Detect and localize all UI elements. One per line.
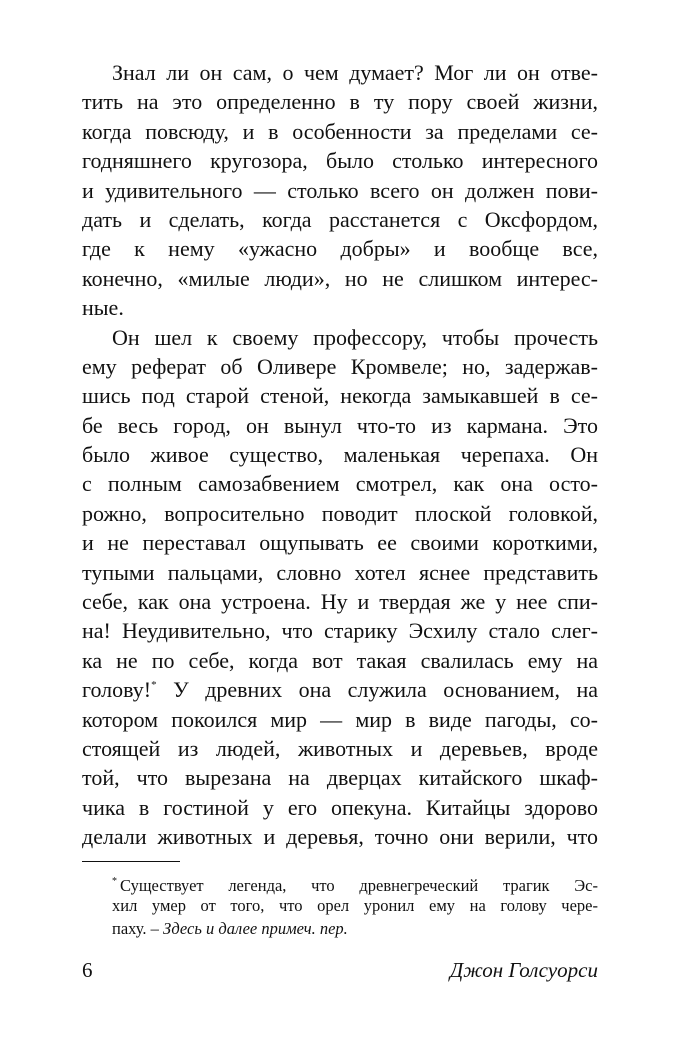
text-line: с полным самозабвением смотрел, как она осто- xyxy=(82,471,598,497)
page-number: 6 xyxy=(82,958,93,982)
text-line: рожно, вопросительно поводит плоской головкой, xyxy=(82,500,598,526)
text-line: котором покоился мир — мир в виде пагоды, со- xyxy=(82,706,598,732)
text-line: чика в гостиной у его опекуна. Китайцы здорово xyxy=(82,794,598,820)
footnote-line xyxy=(112,917,598,941)
footnote-text: паху. – xyxy=(112,919,163,938)
translator-note: Здесь и далее примеч. пер. xyxy=(163,919,348,938)
text-line: ка не по себе, когда вот такая свалилась ему на xyxy=(82,647,598,673)
text-line: было живое существо, маленькая черепаха. Он xyxy=(82,442,598,468)
body-text xyxy=(82,58,598,852)
text-line: Он шел к своему профессору, чтобы прочесть xyxy=(112,324,598,350)
text-line: и не переставал ощупывать ее своими короткими, xyxy=(82,530,598,556)
footnote xyxy=(112,870,598,941)
text-fragment: голову! xyxy=(82,677,152,703)
text-line: себе, как она устроена. Ну и твердая же у нее спи- xyxy=(82,589,598,615)
footnote-line xyxy=(112,870,598,894)
text-line: когда повсюду, и в особенности за пределами се- xyxy=(82,118,598,144)
footnote-text: Существует легенда, что древнегреческий трагик Эс- xyxy=(120,876,598,895)
footnote-marker: * xyxy=(112,876,117,887)
footnote-line: хил умер от того, что орел уронил ему на голову чере- xyxy=(112,895,598,915)
text-line: и удивительного — столько всего он должен пови- xyxy=(82,177,598,203)
text-line: стоящей из людей, животных и деревьев, вроде xyxy=(82,735,598,761)
text-line: на! Неудивительно, что старику Эсхилу стало слег- xyxy=(82,618,598,644)
text-line: годняшнего кругозора, было столько интересного xyxy=(82,148,598,174)
text-line: где к нему «ужасно добры» и вообще все, xyxy=(82,236,598,262)
footnote-reference[interactable]: * xyxy=(151,679,157,692)
text-line: бе весь город, он вынул что-то из кармана. Это xyxy=(82,412,598,438)
text-line: дать и сделать, когда расстанется с Оксфордом, xyxy=(82,206,598,232)
text-line: ные. xyxy=(82,295,124,321)
text-line: Знал ли он сам, о чем думает? Мог ли он отве- xyxy=(112,60,598,85)
text-line: делали животных и деревья, точно они верили, что xyxy=(82,824,598,850)
footnote-divider xyxy=(82,861,180,862)
text-line: той, что вырезана на дверцах китайского шкаф- xyxy=(82,765,598,791)
text-line: тить на это определенно в ту пору своей жизни, xyxy=(82,89,598,115)
page-footer xyxy=(82,958,598,988)
text-line: шись под старой стеной, некогда замыкавшей в се- xyxy=(82,383,598,409)
text-line: тупыми пальцами, словно хотел яснее представить xyxy=(82,559,598,585)
text-line xyxy=(82,675,598,704)
text-line: конечно, «милые люди», но не слишком интерес- xyxy=(82,265,598,291)
text-fragment: У древних она служила основанием, на xyxy=(173,677,598,703)
running-author: Джон Голсуорси xyxy=(449,958,598,982)
text-line: ему реферат об Оливере Кромвеле; но, задержав- xyxy=(82,353,598,379)
